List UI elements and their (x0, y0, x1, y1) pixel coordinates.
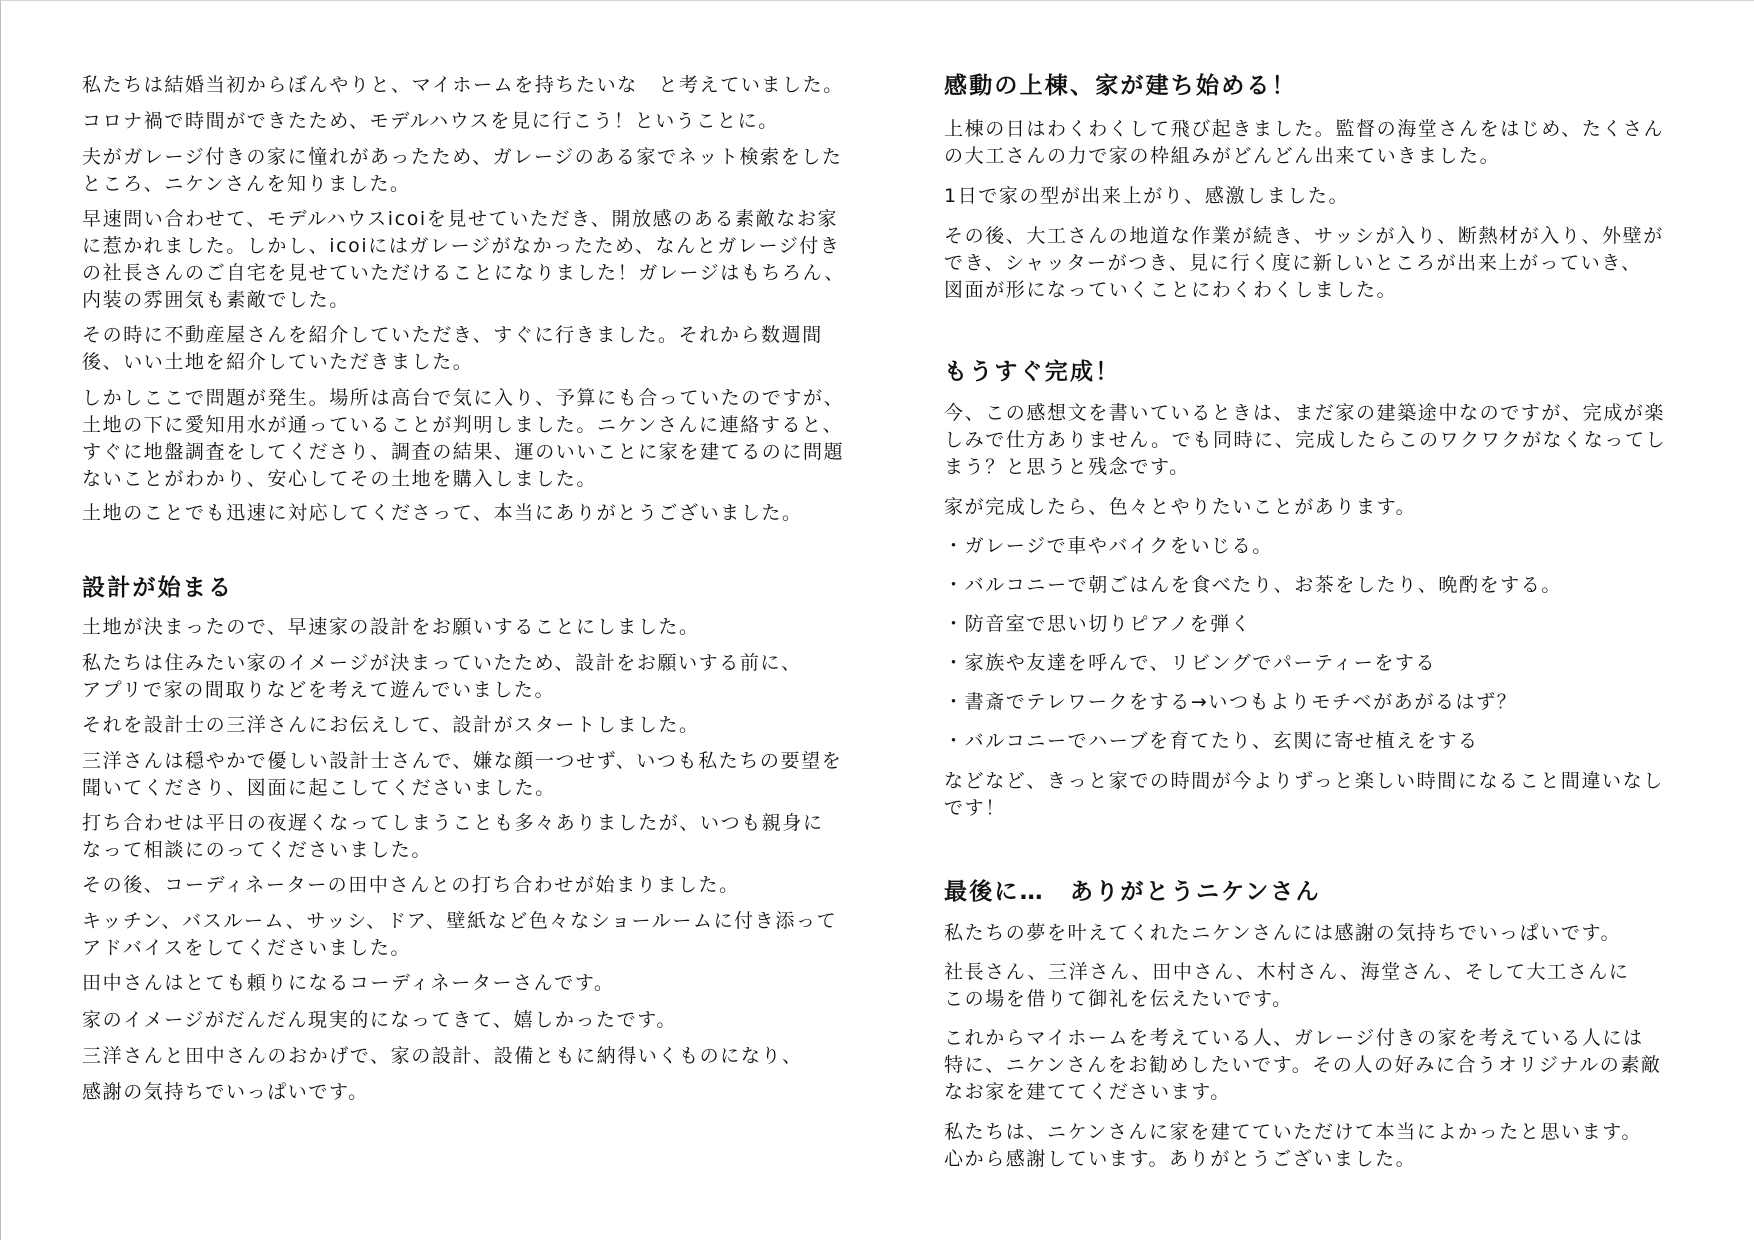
design-paragraph-1: 土地が決まったので、早速家の設計をお願いすることにしました。 (82, 616, 700, 638)
thanks-paragraph-1: 私たちの夢を叶えてくれたニケンさんには感謝の気持ちでいっぱいです。 (944, 922, 1622, 944)
design-paragraph-8: 田中さんはとても頼りになるコーディネーターさんです。 (82, 972, 615, 994)
intro-paragraph-6: しかしここで問題が発生。場所は高台で気に入り、予算にも合っていたのですが、 土地の下に愛知用水が通っていることが判明しました。ニケンさんに連絡すると、 すぐに地盤調査をしてくださり、調査の結果、運のいいことに家を建てるのに問題 ないことがわかり、安心してその土地を購入しました。 (82, 387, 845, 490)
design-paragraph-4: 三洋さんは穏やかで優しい設計士さんで、嫌な顔一つせず、いつも私たちの要望を 聞いてくださり、図面に起こしてくださいました。 (82, 750, 843, 799)
thanks-paragraph-3: これからマイホームを考えている人、ガレージ付きの家を考えている人には 特に、ニケンさんをお勧めしたいです。その人の好みに合うオリジナルの素敵 なお家を建ててくださいます。 (944, 1027, 1662, 1103)
wish-list-item-2: ・バルコニーで朝ごはんを食べたり、お茶をしたり、晩酌をする。 (944, 574, 1563, 596)
intro-paragraph-2: コロナ禍で時間ができたため、モデルハウスを見に行こう！ということに。 (82, 110, 779, 132)
design-paragraph-5: 打ち合わせは平日の夜遅くなってしまうことも多々ありましたが、いつも親身に なって相談にのってくださいました。 (82, 812, 824, 861)
wish-list-item-4: ・家族や友達を呼んで、リビングでパーティーをする (944, 652, 1437, 674)
thanks-paragraph-4: 私たちは、ニケンさんに家を建てていただけて本当によかったと思います。 心から感謝しています。ありがとうございました。 (944, 1121, 1642, 1170)
section-heading-almost-complete: もうすぐ完成！ (944, 359, 1121, 385)
almost-paragraph-closing: などなど、きっと家での時間が今よりずっと楽しい時間になること間違いなし です！ (944, 770, 1664, 819)
intro-paragraph-7: 土地のことでも迅速に対応してくださって、本当にありがとうございました。 (82, 502, 803, 524)
design-paragraph-2: 私たちは住みたい家のイメージが決まっていたため、設計をお願いする前に、 アプリで家の間取りなどを考えて遊んでいました。 (82, 652, 802, 701)
section-heading-joto: 感動の上棟、家が建ち始める！ (944, 73, 1297, 99)
wish-list-item-1: ・ガレージで車やバイクをいじる。 (944, 535, 1273, 557)
intro-paragraph-3: 夫がガレージ付きの家に憧れがあったため、ガレージのある家でネット検索をした ところ、ニケンさんを知りました。 (82, 146, 843, 195)
almost-paragraph-1: 今、この感想文を書いているときは、まだ家の建築途中なのですが、完成が楽 しみで仕方ありません。でも同時に、完成したらこのワクワクがなくなってし まう？と思うと残念です。 (944, 402, 1667, 478)
design-paragraph-6: その後、コーディネーターの田中さんとの打ち合わせが始まりました。 (82, 874, 740, 896)
design-paragraph-10: 三洋さんと田中さんのおかげで、家の設計、設備ともに納得いくものになり、 (82, 1045, 803, 1067)
section-heading-thanks: 最後に… ありがとうニケンさん (944, 879, 1321, 905)
intro-paragraph-5: その時に不動産屋さんを紹介していただき、すぐに行きました。それから数週間 後、いい土地を紹介していただきました。 (82, 324, 823, 373)
almost-paragraph-2: 家が完成したら、色々とやりたいことがあります。 (944, 496, 1417, 518)
design-paragraph-3: それを設計士の三洋さんにお伝えして、設計がスタートしました。 (82, 714, 700, 736)
design-paragraph-11: 感謝の気持ちでいっぱいです。 (82, 1081, 369, 1103)
joto-paragraph-1: 上棟の日はわくわくして飛び起きました。監督の海堂さんをはじめ、たくさん の大工さんの力で家の枠組みがどんどん出来ていきました。 (944, 118, 1665, 167)
joto-paragraph-3: その後、大工さんの地道な作業が続き、サッシが入り、断熱材が入り、外壁が でき、シャッターがつき、見に行く度に新しいところが出来上がっていき、 図面が形になっていくことにわくわくしました。 (944, 225, 1664, 301)
section-heading-design: 設計が始まる (82, 575, 234, 601)
design-paragraph-7: キッチン、バスルーム、サッシ、ドア、壁紙など色々なショールームに付き添って アドバイスをしてくださいました。 (82, 910, 838, 959)
wish-list-item-6: ・バルコニーでハーブを育てたり、玄関に寄せ植えをする (944, 730, 1479, 752)
wish-list-item-5: ・書斎でテレワークをする→いつもよりモチベがあがるはず？ (944, 691, 1518, 713)
joto-paragraph-2: 1日で家の型が出来上がり、感激しました。 (944, 185, 1350, 207)
wish-list-item-3: ・防音室で思い切りピアノを弾く (944, 613, 1252, 635)
design-paragraph-9: 家のイメージがだんだん現実的になってきて、嬉しかったです。 (82, 1009, 677, 1031)
thanks-paragraph-2: 社長さん、三洋さん、田中さん、木村さん、海堂さん、そして大工さんに この場を借りて御礼を伝えたいです。 (944, 961, 1630, 1010)
intro-paragraph-1: 私たちは結婚当初からぼんやりと、マイホームを持ちたいな と考えていました。 (82, 74, 844, 96)
intro-paragraph-4: 早速問い合わせて、モデルハウスicoiを見せていただき、開放感のある素敵なお家 に惹かれました。しかし、icoiにはガレージがなかったため、なんとガレージ付き の社長さんのご自宅を見せていただけることになりました！ガレージはもちろん、 内装の雰囲気も素敵でした。 (82, 208, 845, 311)
